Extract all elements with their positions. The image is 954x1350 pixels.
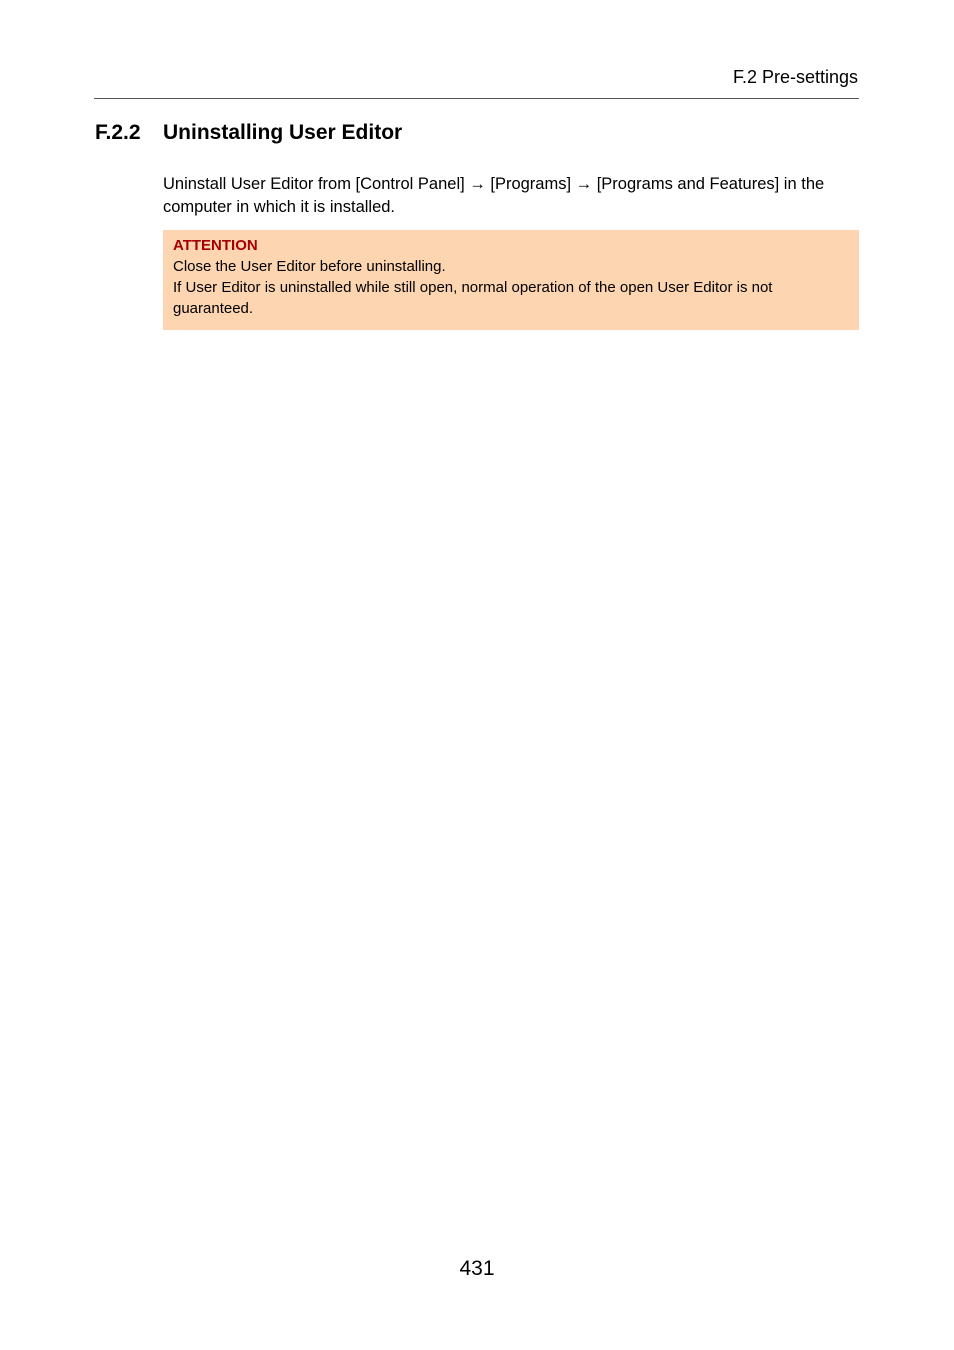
section-heading [95, 120, 402, 146]
attention-box [163, 230, 859, 330]
section-title: Uninstalling User Editor [163, 121, 403, 144]
attention-line-1: Close the User Editor before uninstalling. [173, 258, 446, 275]
attention-title: ATTENTION [173, 237, 258, 254]
attention-line-2: If User Editor is uninstalled while still open, normal operation of the open User Editor is not guaranteed. [173, 279, 773, 317]
running-header: F.2 Pre-settings [732, 67, 858, 87]
header-divider [94, 98, 859, 99]
body-paragraph: Uninstall User Editor from [Control Panel] → [Programs] → [Programs and Features] in the computer in which it is installed. [163, 175, 825, 216]
page-number: 431 [459, 1257, 495, 1280]
section-number: F.2.2 [95, 121, 141, 144]
